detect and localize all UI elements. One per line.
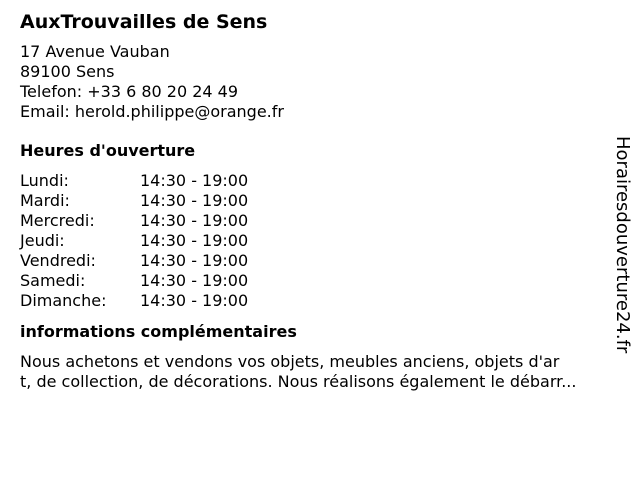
info-line: t, de collection, de décorations. Nous réalisons également le débarr...: [20, 372, 577, 391]
hours-row: [20, 191, 620, 211]
info-heading: informations complémentaires: [20, 322, 297, 341]
hours-row: [20, 271, 620, 291]
hours-time: 14:30 - 19:00: [140, 211, 249, 230]
info-description: [20, 352, 625, 392]
hours-time: 14:30 - 19:00: [140, 191, 249, 210]
hours-time: 14:30 - 19:00: [140, 171, 249, 190]
hours-day: Mardi:: [20, 191, 70, 210]
hours-heading: Heures d'ouverture: [20, 141, 196, 160]
hours-row: [20, 251, 620, 271]
hours-day: Lundi:: [20, 171, 69, 190]
hours-row: [20, 231, 620, 251]
hours-time: 14:30 - 19:00: [140, 271, 249, 290]
hours-day: Dimanche:: [20, 291, 107, 310]
hours-day: Mercredi:: [20, 211, 95, 230]
email-address[interactable]: Email: herold.philippe@orange.fr: [20, 102, 284, 121]
address-line1: 17 Avenue Vauban: [20, 42, 170, 61]
info-line: Nous achetons et vendons vos objets, meubles anciens, objets d'ar: [20, 352, 560, 371]
hours-row: [20, 291, 620, 311]
business-card: [20, 10, 620, 392]
phone-number[interactable]: Telefon: +33 6 80 20 24 49: [20, 82, 239, 101]
hours-day: Jeudi:: [20, 231, 65, 250]
address-line2: 89100 Sens: [20, 62, 115, 81]
hours-row: [20, 211, 620, 231]
business-name: AuxTrouvailles de Sens: [20, 11, 268, 33]
hours-table: [20, 171, 620, 311]
hours-time: 14:30 - 19:00: [140, 231, 249, 250]
hours-day: Vendredi:: [20, 251, 96, 270]
hours-day: Samedi:: [20, 271, 86, 290]
hours-row: [20, 171, 620, 191]
hours-time: 14:30 - 19:00: [140, 291, 249, 310]
hours-time: 14:30 - 19:00: [140, 251, 249, 270]
site-watermark: Horairesdouverture24.fr: [612, 136, 633, 354]
